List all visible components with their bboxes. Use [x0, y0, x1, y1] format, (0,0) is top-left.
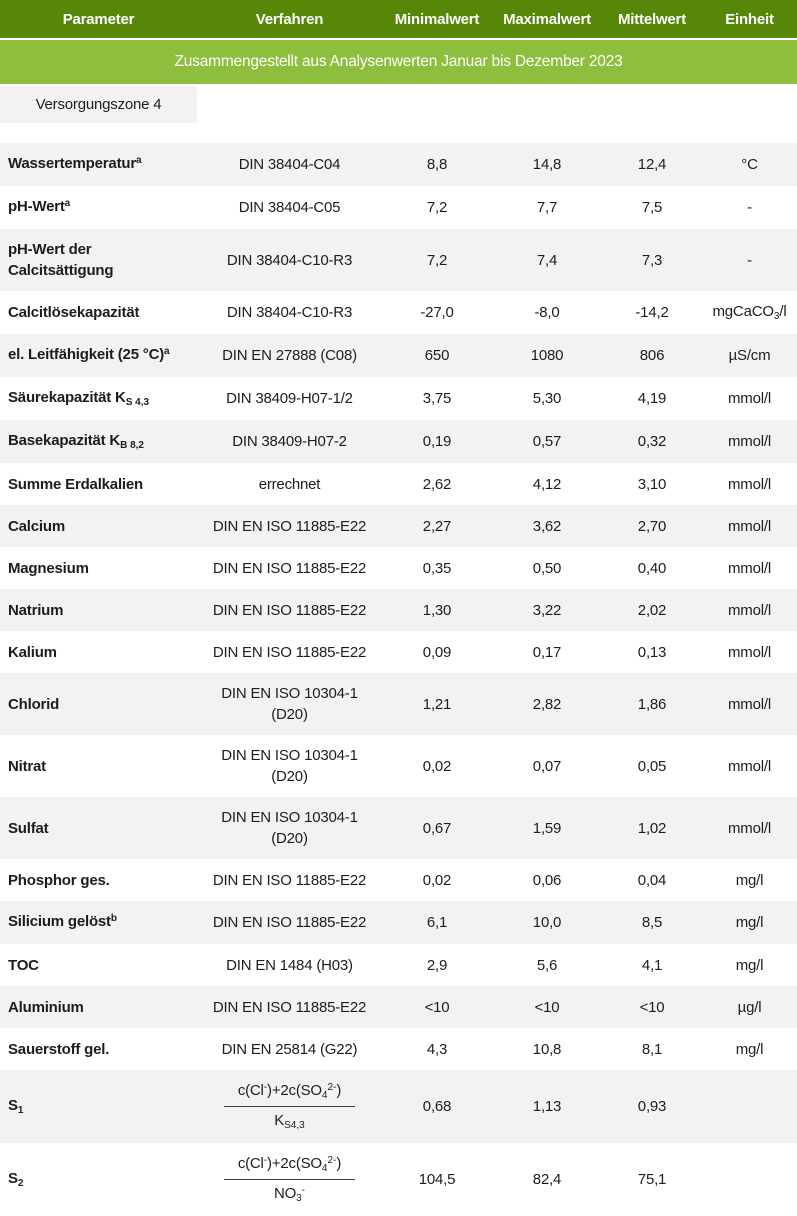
einheit-cell: [702, 1097, 797, 1117]
minimalwert-cell: 8,8: [426, 156, 448, 173]
einheit-cell: mg/l: [735, 914, 764, 931]
table-body: [0, 143, 797, 1216]
einheit-cell: mmol/l: [728, 819, 771, 837]
parameter-cell: el. Leitfähigkeit (25 °C)$^a$: [8, 346, 170, 363]
verfahren-cell: [197, 144, 382, 185]
minimalwert-cell: 4,3: [426, 1040, 448, 1058]
formula-numerator: $c(Cl^-)+2c(SO_4^{2-})$: [224, 1153, 355, 1180]
einheit-cell: mmol/l: [728, 390, 771, 407]
column-header-verfahren: Verfahren: [255, 10, 324, 28]
table-row: [0, 631, 797, 673]
einheit-cell: [702, 1170, 797, 1190]
verfahren-text: DIN EN ISO 11885-E22: [212, 643, 367, 661]
maximalwert-cell: 0,17: [532, 643, 562, 661]
mittelwert-cell: 75,1: [637, 1171, 667, 1188]
table-subtitle: Zusammengestellt aus Analysenwerten Januar bis Dezember 2023: [0, 40, 797, 84]
mittelwert-cell: 1,86: [637, 695, 667, 713]
maximalwert-cell: 3,22: [532, 601, 562, 619]
table-row: [0, 229, 797, 291]
verfahren-cell: [197, 506, 382, 547]
verfahren-cell: [197, 548, 382, 589]
einheit-cell: mmol/l: [728, 433, 771, 450]
column-header-mittelwert: Mittelwert: [617, 10, 686, 28]
mittelwert-cell: 0,32: [637, 433, 667, 450]
verfahren-cell: [197, 945, 382, 986]
minimalwert-cell: 1,30: [422, 601, 452, 619]
verfahren-text: DIN EN 25814 (G22): [221, 1040, 358, 1058]
parameter-cell: Phosphor ges.: [8, 871, 110, 889]
maximalwert-cell: 7,4: [536, 251, 558, 269]
einheit-cell: mmol/l: [728, 757, 771, 775]
verfahren-text: DIN 38409-H07-2: [232, 433, 347, 450]
verfahren-cell: [197, 797, 382, 859]
table-row: [0, 420, 797, 463]
mittelwert-cell: 0,04: [637, 871, 667, 889]
verfahren-text: DIN EN 1484 (H03): [226, 956, 353, 974]
table-row: [0, 291, 797, 334]
maximalwert-cell: 10,0: [532, 914, 562, 931]
verfahren-text: DIN 38409-H07-1/2: [226, 390, 353, 407]
formula: [224, 1153, 355, 1206]
verfahren-cell: [197, 673, 382, 735]
einheit-cell: -: [747, 251, 752, 269]
mittelwert-cell: 4,1: [641, 956, 663, 974]
verfahren-text: DIN 38404-C10-R3: [226, 251, 353, 269]
mittelwert-cell: 2,02: [637, 601, 667, 619]
verfahren-text: DIN EN ISO 11885-E22: [212, 601, 367, 619]
verfahren-cell: [197, 590, 382, 631]
parameter-cell: Natrium: [8, 601, 64, 619]
maximalwert-cell: 1,59: [532, 819, 562, 837]
maximalwert-cell: 1080: [530, 347, 564, 364]
table-row: [0, 334, 797, 377]
parameter-cell: Basekapazität $K_{B 8,2}$: [8, 432, 144, 451]
mittelwert-cell: 12,4: [637, 156, 667, 173]
formula-denominator: $K_{S4,3}$: [274, 1112, 305, 1131]
table-row: [0, 589, 797, 631]
table-row: [0, 901, 797, 944]
parameter-cell: Wassertemperatur$^a$: [8, 155, 142, 172]
minimalwert-cell: 2,9: [426, 956, 448, 974]
formula-denominator: $NO_3^-$: [273, 1185, 305, 1204]
verfahren-cell: [197, 378, 382, 419]
minimalwert-cell: 3,75: [422, 390, 452, 407]
column-header-maximalwert: Maximalwert: [503, 10, 591, 28]
parameter-cell: Säurekapazität $K_{S 4,3}$: [8, 389, 150, 408]
verfahren-cell: [197, 632, 382, 673]
parameter-cell: pH-Wert der Calcitsättigung: [8, 241, 114, 279]
einheit-cell: µS/cm: [728, 347, 771, 364]
parameter-cell: $S_2$: [8, 1170, 24, 1189]
verfahren-text: DIN EN ISO 10304-1 (D20): [221, 685, 358, 723]
parameter-cell: Calcium: [8, 517, 65, 535]
verfahren-cell: [197, 421, 382, 462]
minimalwert-cell: 0,19: [422, 433, 452, 450]
einheit-cell: -: [747, 199, 752, 216]
mittelwert-cell: 7,3: [641, 251, 663, 269]
verfahren-text: DIN EN ISO 11885-E22: [212, 871, 367, 889]
table-row: [0, 377, 797, 420]
minimalwert-cell: 7,2: [426, 251, 448, 269]
table-row: [0, 505, 797, 547]
einheit-cell: mmol/l: [728, 559, 771, 577]
parameter-cell: Summe Erdalkalien: [8, 475, 143, 493]
maximalwert-cell: 2,82: [532, 695, 562, 713]
verfahren-cell: [197, 187, 382, 228]
column-header-minimalwert: Minimalwert: [394, 10, 480, 28]
minimalwert-cell: 2,27: [422, 517, 452, 535]
maximalwert-cell: 1,13: [532, 1098, 562, 1115]
verfahren-text: errechnet: [258, 475, 321, 493]
maximalwert-cell: 10,8: [532, 1040, 562, 1058]
mittelwert-cell: 3,10: [637, 475, 667, 493]
verfahren-cell: [197, 902, 382, 943]
einheit-cell: °C: [741, 156, 758, 173]
table-row: [0, 1028, 797, 1070]
parameter-cell: Chlorid: [8, 695, 60, 713]
minimalwert-cell: 0,09: [422, 643, 452, 661]
mittelwert-cell: 1,02: [637, 819, 667, 837]
minimalwert-cell: 2,62: [422, 475, 452, 493]
einheit-cell: mmol/l: [728, 475, 771, 493]
minimalwert-cell: 1,21: [422, 695, 452, 713]
verfahren-cell: [197, 987, 382, 1028]
mittelwert-cell: 0,40: [637, 559, 667, 577]
parameter-cell: Silicium gelöst$^b$: [8, 913, 117, 930]
mittelwert-cell: 8,1: [641, 1040, 663, 1058]
minimalwert-cell: 650: [424, 347, 450, 364]
table-header-row: [0, 0, 797, 38]
column-header-parameter: Parameter: [62, 10, 135, 28]
verfahren-text: DIN EN ISO 11885-E22: [212, 998, 367, 1016]
einheit-cell: mmol/l: [728, 643, 771, 661]
verfahren-cell: [197, 735, 382, 797]
mittelwert-cell: 0,05: [637, 757, 667, 775]
verfahren-cell: [197, 240, 382, 281]
einheit-cell: mg/l: [735, 956, 764, 974]
minimalwert-cell: 0,02: [422, 757, 452, 775]
mittelwert-cell: 0,13: [637, 643, 667, 661]
table-row: [0, 143, 797, 186]
parameter-cell: Sulfat: [8, 819, 49, 837]
mittelwert-cell: <10: [639, 998, 665, 1016]
table-row: [0, 735, 797, 797]
einheit-cell: mg/l: [735, 1040, 764, 1058]
verfahren-cell: [197, 1070, 382, 1143]
maximalwert-cell: 82,4: [532, 1171, 562, 1188]
minimalwert-cell: -27,0: [420, 304, 454, 321]
mittelwert-cell: 8,5: [641, 914, 663, 931]
mittelwert-cell: 4,19: [637, 390, 667, 407]
verfahren-cell: [197, 335, 382, 376]
table-row: [0, 1143, 797, 1216]
verfahren-cell: [197, 1029, 382, 1070]
verfahren-text: DIN EN ISO 10304-1 (D20): [221, 747, 358, 785]
table-row: [0, 463, 797, 505]
verfahren-text: DIN 38404-C04: [238, 156, 341, 173]
table-row: [0, 547, 797, 589]
parameter-cell: $S_1$: [8, 1097, 24, 1116]
table-row: [0, 1070, 797, 1143]
einheit-cell: mmol/l: [728, 695, 771, 713]
tab-label: Versorgungszone 4: [35, 96, 162, 113]
maximalwert-cell: 7,7: [536, 199, 558, 216]
table-row: [0, 986, 797, 1028]
mittelwert-cell: 7,5: [641, 199, 663, 216]
verfahren-text: DIN EN ISO 11885-E22: [212, 517, 367, 535]
maximalwert-cell: -8,0: [534, 304, 560, 321]
mittelwert-cell: 2,70: [637, 517, 667, 535]
verfahren-text: DIN 38404-C05: [238, 199, 341, 216]
verfahren-cell: [197, 860, 382, 901]
minimalwert-cell: 0,02: [422, 871, 452, 889]
table-row: [0, 859, 797, 901]
table-row: [0, 186, 797, 229]
einheit-cell: mgCaCO$_3$/l: [712, 303, 787, 322]
parameter-cell: Sauerstoff gel.: [8, 1040, 110, 1058]
maximalwert-cell: 14,8: [532, 156, 562, 173]
minimalwert-cell: <10: [424, 998, 450, 1016]
column-header-einheit: Einheit: [725, 10, 774, 28]
maximalwert-cell: 0,06: [532, 871, 562, 889]
verfahren-text: DIN 38404-C10-R3: [226, 304, 353, 321]
maximalwert-cell: 5,30: [532, 390, 562, 407]
einheit-cell: mmol/l: [728, 517, 771, 535]
maximalwert-cell: <10: [534, 998, 560, 1016]
formula-numerator: $c(Cl^-)+2c(SO_4^{2-})$: [224, 1080, 355, 1107]
verfahren-cell: [197, 464, 382, 505]
minimalwert-cell: 0,68: [422, 1098, 452, 1115]
minimalwert-cell: 104,5: [418, 1171, 456, 1188]
verfahren-text: DIN EN 27888 (C08): [222, 347, 357, 364]
minimalwert-cell: 6,1: [426, 914, 448, 931]
einheit-cell: µg/l: [737, 998, 762, 1016]
parameter-cell: Aluminium: [8, 998, 84, 1016]
parameter-cell: pH-Wert$^a$: [8, 198, 71, 215]
minimalwert-cell: 0,67: [422, 819, 452, 837]
parameter-cell: Calcitlösekapazität: [8, 304, 140, 321]
formula: [224, 1080, 355, 1133]
maximalwert-cell: 0,57: [532, 433, 562, 450]
parameter-cell: TOC: [8, 956, 39, 974]
table-row: [0, 797, 797, 859]
table-row: [0, 944, 797, 986]
verfahren-text: DIN EN ISO 11885-E22: [212, 914, 367, 931]
mittelwert-cell: -14,2: [635, 304, 669, 321]
maximalwert-cell: 5,6: [536, 956, 558, 974]
tab-versorgungszone-4[interactable]: [0, 86, 197, 123]
maximalwert-cell: 3,62: [532, 517, 562, 535]
maximalwert-cell: 0,50: [532, 559, 562, 577]
verfahren-text: DIN EN ISO 10304-1 (D20): [221, 809, 358, 847]
parameter-cell: Magnesium: [8, 559, 89, 577]
mittelwert-cell: 0,93: [637, 1098, 667, 1115]
einheit-cell: mmol/l: [728, 601, 771, 619]
minimalwert-cell: 7,2: [426, 199, 448, 216]
mittelwert-cell: 806: [639, 347, 665, 364]
minimalwert-cell: 0,35: [422, 559, 452, 577]
parameter-cell: Nitrat: [8, 757, 46, 775]
verfahren-cell: [197, 292, 382, 333]
verfahren-cell: [197, 1143, 382, 1216]
maximalwert-cell: 4,12: [532, 475, 562, 493]
parameter-cell: Kalium: [8, 643, 57, 661]
maximalwert-cell: 0,07: [532, 757, 562, 775]
einheit-cell: mg/l: [735, 871, 764, 889]
table-row: [0, 673, 797, 735]
verfahren-text: DIN EN ISO 11885-E22: [212, 559, 367, 577]
